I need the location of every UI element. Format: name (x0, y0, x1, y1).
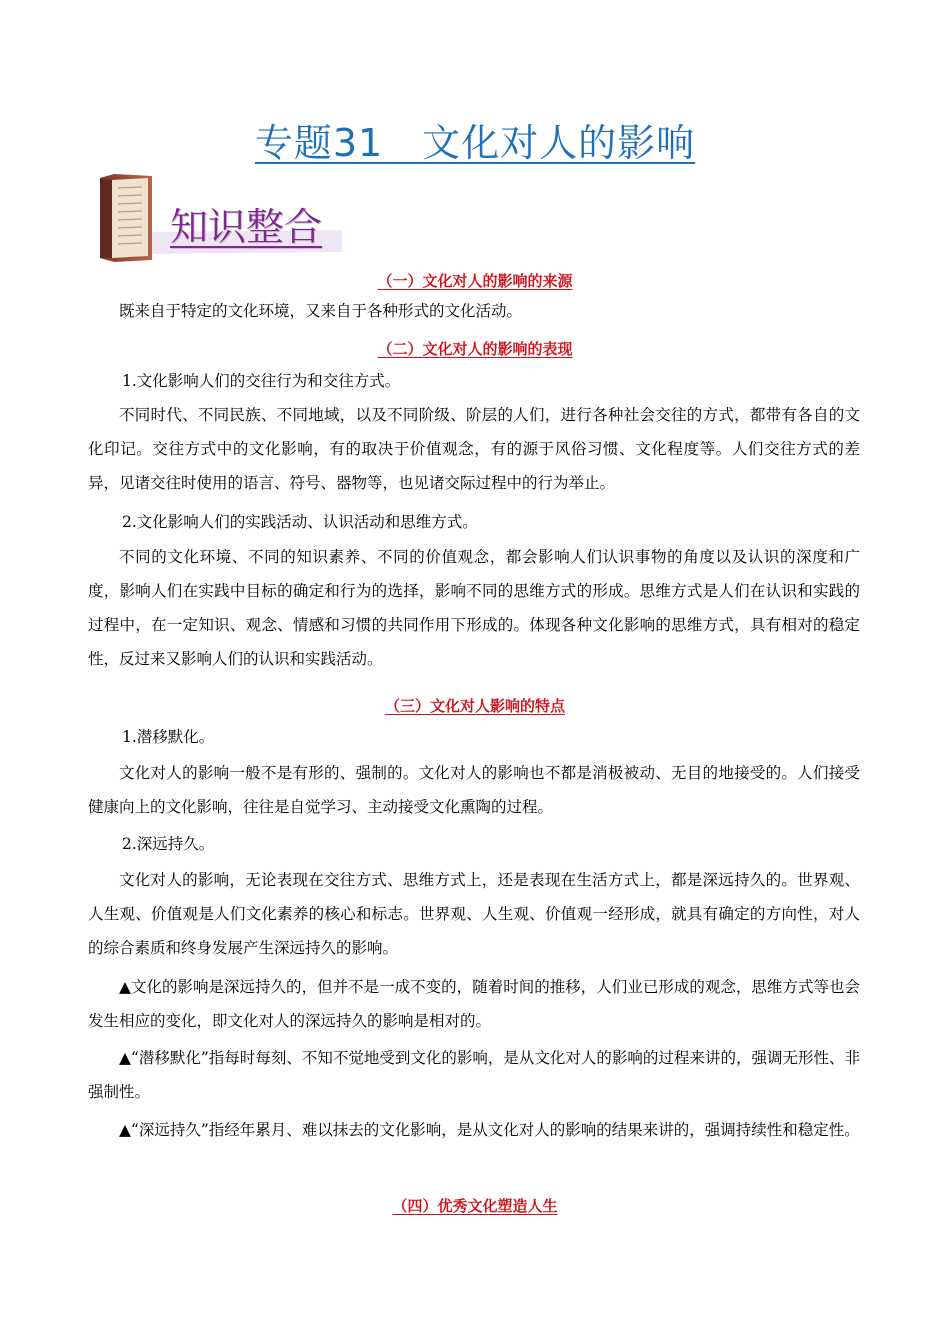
subheading: 1.潜移默化。 (122, 728, 215, 746)
section-banner-title: 知识整合 (170, 205, 323, 249)
paragraph: 既来自于特定的文化环境，又来自于各种形式的文化活动。 (119, 302, 523, 320)
subheading: 2.文化影响人们的实践活动、认识活动和思维方式。 (122, 513, 478, 531)
paragraph: 文化对人的影响一般不是有形的、强制的。文化对人的影响也不都是消极被动、无目的地接受的。人们接受健康向上的文化影响，往往是自觉学习、主动接受文化熏陶的过程。 (88, 764, 860, 816)
note-paragraph: ▲“深远持久”指经年累月、难以抹去的文化影响，是从文化对人的影响的结果来讲的，强调持续性和稳定性。 (119, 1121, 860, 1139)
paragraph: 文化对人的影响，无论表现在交往方式、思维方式上，还是表现在生活方式上，都是深远持久的。世界观、人生观、价值观是人们文化素养的核心和标志。世界观、人生观、价值观一经形成，就具有确定的方向性，对人的综合素质和终身发展产生深远持久的影响。 (88, 871, 860, 957)
paragraph: 不同的文化环境、不同的知识素养、不同的价值观念，都会影响人们认识事物的角度以及认识的深度和广度，影响人们在实践中目标的确定和行为的选择，影响不同的思维方式的形成。思维方式是人们在认识和实践的过程中，在一定知识、观念、情感和习惯的共同作用下形成的。体现各种文化影响的思维方式，具有相对的稳定性，反过来又影响人们的认识和实践活动。 (88, 548, 860, 668)
section-heading-1: （一）文化对人的影响的来源 (377, 272, 573, 290)
note-paragraph: ▲“潜移默化”指每时每刻、不知不觉地受到文化的影响，是从文化对人的影响的过程来讲的，强调无形性、非强制性。 (88, 1049, 860, 1101)
subheading: 1.文化影响人们的交往行为和交往方式。 (122, 372, 401, 390)
section-heading-3: （三）文化对人影响的特点 (384, 697, 565, 715)
page-title: 专题31 文化对人的影响 (254, 121, 696, 165)
section-heading-4: （四）优秀文化塑造人生 (392, 1197, 558, 1215)
paragraph: 不同时代、不同民族、不同地域，以及不同阶级、阶层的人们，进行各种社会交往的方式，都带有各自的文化印记。交往方式中的文化影响，有的取决于价值观念，有的源于风俗习惯、文化程度等。人们交往方式的差异，见诸交往时使用的语言、符号、器物等，也见诸交际过程中的行为举止。 (88, 406, 860, 492)
subheading: 2.深远持久。 (122, 835, 215, 853)
section-heading-2: （二）文化对人的影响的表现 (377, 340, 573, 358)
note-paragraph: ▲文化的影响是深远持久的，但并不是一成不变的，随着时间的推移，人们业已形成的观念，思维方式等也会发生相应的变化，即文化对人的深远持久的影响是相对的。 (88, 978, 860, 1030)
